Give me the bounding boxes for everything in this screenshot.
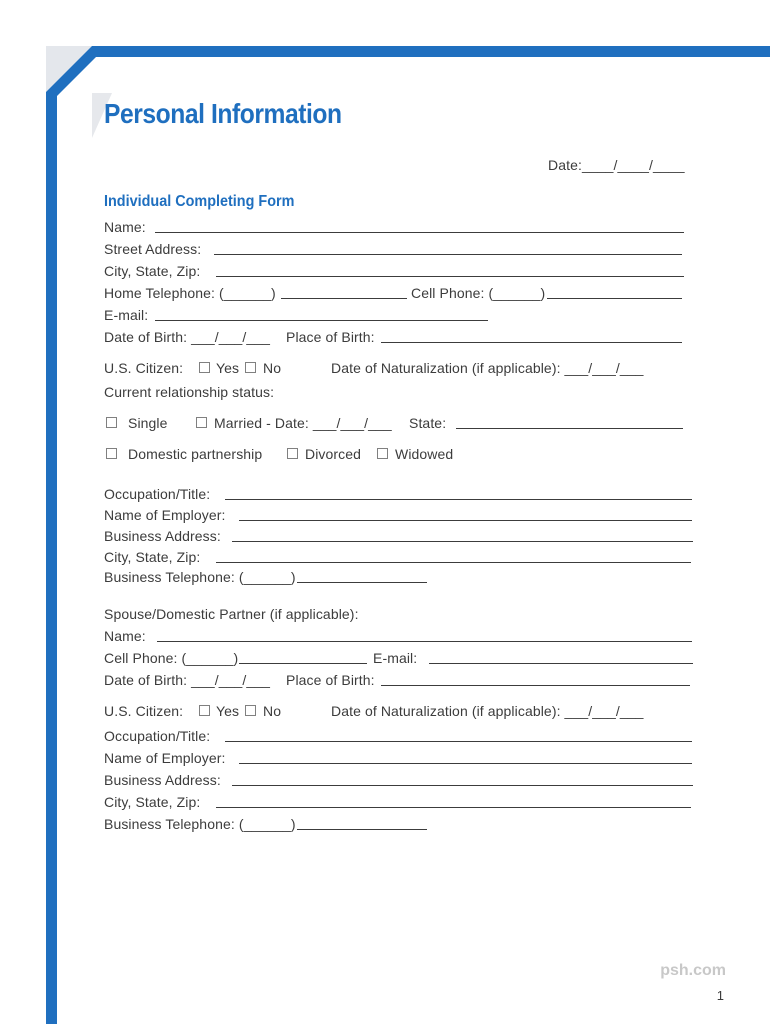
page-number: 1 <box>716 988 724 1003</box>
place-of-birth-input-line[interactable] <box>381 342 682 343</box>
spouse-business-city-input-line[interactable] <box>216 807 691 808</box>
spouse-cell-phone-input-line[interactable] <box>239 663 367 664</box>
spouse-cell-phone-label: Cell Phone: (______) <box>104 650 239 666</box>
citizen-no-checkbox[interactable] <box>245 362 256 373</box>
business-telephone-label: Business Telephone: (______) <box>104 569 296 585</box>
divorced-checkbox[interactable] <box>287 448 298 459</box>
spouse-place-of-birth-label: Place of Birth: <box>286 672 375 688</box>
spouse-employer-label: Name of Employer: <box>104 750 226 766</box>
spouse-employer-input-line[interactable] <box>239 763 692 764</box>
spouse-email-input-line[interactable] <box>429 663 693 664</box>
spouse-place-of-birth-input-line[interactable] <box>381 685 690 686</box>
spouse-business-city-label: City, State, Zip: <box>104 794 201 810</box>
business-address-label: Business Address: <box>104 528 221 544</box>
name-input-line[interactable] <box>155 232 684 233</box>
married-checkbox[interactable] <box>196 417 207 428</box>
city-state-zip-label: City, State, Zip: <box>104 263 201 279</box>
footer-url: psh.com <box>660 962 726 979</box>
occupation-label: Occupation/Title: <box>104 486 211 502</box>
relationship-status-label: Current relationship status: <box>104 384 275 400</box>
spouse-business-telephone-label: Business Telephone: (______) <box>104 816 296 832</box>
spouse-citizen-yes-checkbox[interactable] <box>199 705 210 716</box>
spouse-email-label: E-mail: <box>373 650 418 666</box>
employer-label: Name of Employer: <box>104 507 226 523</box>
cell-phone-input-line[interactable] <box>547 298 682 299</box>
business-address-input-line[interactable] <box>232 541 693 542</box>
us-citizen-label: U.S. Citizen: <box>104 360 184 376</box>
domestic-partnership-checkbox[interactable] <box>106 448 117 459</box>
spouse-name-label: Name: <box>104 628 146 644</box>
widowed-label: Widowed <box>395 446 454 462</box>
name-label: Name: <box>104 219 146 235</box>
business-city-label: City, State, Zip: <box>104 549 201 565</box>
spouse-citizen-yes-label: Yes <box>216 703 240 719</box>
spouse-business-address-label: Business Address: <box>104 772 221 788</box>
spouse-us-citizen-label: U.S. Citizen: <box>104 703 184 719</box>
spouse-citizen-no-label: No <box>263 703 282 719</box>
spouse-business-address-input-line[interactable] <box>232 785 693 786</box>
widowed-checkbox[interactable] <box>377 448 388 459</box>
page-title: Personal Information <box>104 98 342 129</box>
divorced-label: Divorced <box>305 446 362 462</box>
spouse-citizen-no-checkbox[interactable] <box>245 705 256 716</box>
single-label: Single <box>128 415 168 431</box>
spouse-heading: Spouse/Domestic Partner (if applicable): <box>104 606 359 622</box>
state-label: State: <box>409 415 447 431</box>
employer-input-line[interactable] <box>239 520 692 521</box>
citizen-yes-checkbox[interactable] <box>199 362 210 373</box>
street-address-input-line[interactable] <box>214 254 682 255</box>
business-telephone-input-line[interactable] <box>297 582 427 583</box>
spouse-business-telephone-input-line[interactable] <box>297 829 427 830</box>
home-telephone-input-line[interactable] <box>281 298 407 299</box>
married-label: Married - Date: ___/___/___ <box>214 415 392 431</box>
spouse-name-input-line[interactable] <box>157 641 692 642</box>
business-city-input-line[interactable] <box>216 562 691 563</box>
date-of-birth-label: Date of Birth: ___/___/___ <box>104 329 271 345</box>
spouse-naturalization-label: Date of Naturalization (if applicable): ___/___/___ <box>331 703 644 719</box>
home-telephone-label: Home Telephone: (______) <box>104 285 276 301</box>
domestic-partnership-label: Domestic partnership <box>128 446 263 462</box>
citizen-yes-label: Yes <box>216 360 240 376</box>
place-of-birth-label: Place of Birth: <box>286 329 375 345</box>
street-address-label: Street Address: <box>104 241 202 257</box>
city-state-zip-input-line[interactable] <box>216 276 684 277</box>
occupation-input-line[interactable] <box>225 499 692 500</box>
state-input-line[interactable] <box>456 428 683 429</box>
citizen-no-label: No <box>263 360 282 376</box>
spouse-date-of-birth-label: Date of Birth: ___/___/___ <box>104 672 271 688</box>
spouse-occupation-label: Occupation/Title: <box>104 728 211 744</box>
cell-phone-label: Cell Phone: (______) <box>411 285 546 301</box>
spouse-occupation-input-line[interactable] <box>225 741 692 742</box>
email-input-line[interactable] <box>155 320 488 321</box>
naturalization-label: Date of Naturalization (if applicable): ___/___/___ <box>331 360 644 376</box>
section-title: Individual Completing Form <box>104 193 295 210</box>
date-field[interactable]: Date:____/____/____ <box>548 157 685 173</box>
email-label: E-mail: <box>104 307 149 323</box>
single-checkbox[interactable] <box>106 417 117 428</box>
